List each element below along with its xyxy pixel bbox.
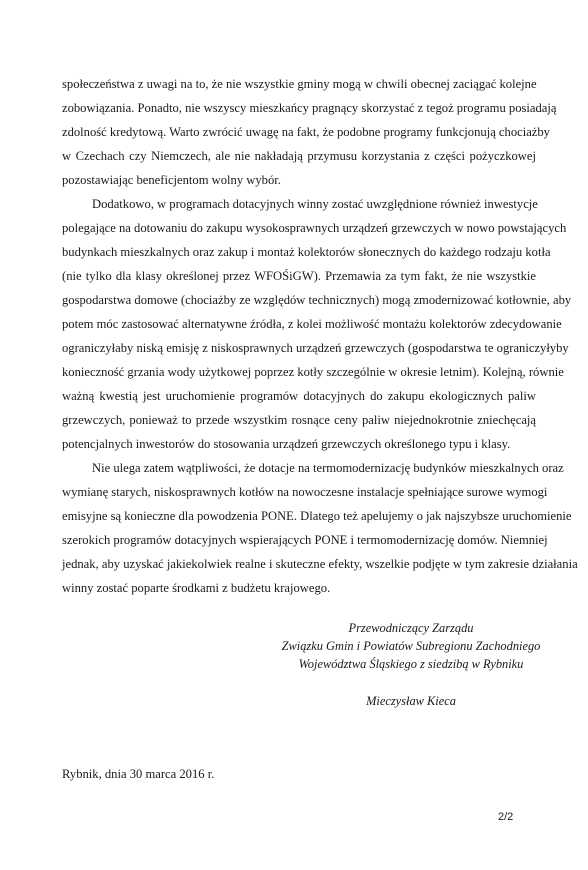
signature-title: Przewodniczący Zarządu <box>348 621 474 635</box>
body-line: potencjalnych inwestorów do stosowania urządzeń grzewczych określonego typu i klasy. <box>62 437 511 451</box>
body-line: w Czechach czy Niemczech, ale nie nakładają przymusu korzystania z części pożyczkowej <box>62 149 536 163</box>
signatory-name: Mieczysław Kieca <box>366 694 456 708</box>
body-line: potem móc zastosować alternatywne źródła, z kolei możliwość montażu kolektorów zdecydowanie <box>62 317 562 331</box>
body-line: gospodarstwa domowe (chociażby ze względów technicznych) mogą zmodernizować kotłownie, aby <box>62 293 572 307</box>
body-line: (nie tylko dla klasy określonej przez WFOŚiGW). Przemawia za tym fakt, że nie wszystkie <box>62 269 536 283</box>
body-line: pozostawiając beneficjentom wolny wybór. <box>62 173 281 187</box>
body-line: jednak, aby uzyskać jakiekolwiek realne i skuteczne efekty, wszelkie podjęte w tym zakresie działania <box>62 557 578 571</box>
body-line: Nie ulega zatem wątpliwości, że dotacje na termomodernizację budynków mieszkalnych oraz <box>92 461 564 475</box>
page-number: 2/2 <box>498 811 514 823</box>
body-line: grzewczych, ponieważ to przede wszystkim rosnące ceny paliw niejednokrotnie zniechęcają <box>62 413 536 427</box>
body-line: Dodatkowo, w programach dotacyjnych winny zostać uwzględnione również inwestycje <box>92 197 538 211</box>
signature-seat: Województwa Śląskiego z siedzibą w Rybniku <box>298 657 524 671</box>
place-date: Rybnik, dnia 30 marca 2016 r. <box>62 767 215 781</box>
body-line: winny zostać poparte środkami z budżetu krajowego. <box>62 581 331 595</box>
body-line: ważną kwestią jest uruchomienie programów dotacyjnych do zakupu ekologicznych paliw <box>62 389 536 403</box>
body-line: budynkach mieszkalnych oraz zakup i montaż kolektorów słonecznych do każdego rodzaju kotła <box>62 245 551 259</box>
body-line: ograniczyłaby niską emisję z niskosprawnych urządzeń grzewczych (gospodarstwa te ograniczyłyby <box>62 341 569 355</box>
body-line: zdolność kredytową. Warto zwrócić uwagę na fakt, że podobne programy funkcjonują chociażby <box>62 125 550 139</box>
body-line: polegające na dotowaniu do zakupu wysokosprawnych urządzeń grzewczych w nowo powstających <box>62 221 567 235</box>
body-line: społeczeństwa z uwagi na to, że nie wszystkie gminy mogą w chwili obecnej zaciągać kolejne <box>62 77 537 91</box>
body-line: konieczność grzania wody użytkowej poprzez kotły szczególnie w okresie letnim). Kolejną, równie <box>62 365 564 379</box>
signature-organization: Związku Gmin i Powiatów Subregionu Zachodniego <box>281 639 541 653</box>
body-line: wymianę starych, niskosprawnych kotłów na nowoczesne instalacje spełniające surowe wymogi <box>62 485 548 499</box>
body-line: emisyjne są konieczne dla powodzenia PONE. Dlatego też apelujemy o jak najszybsze uruchomienie <box>62 509 572 523</box>
body-line: zobowiązania. Ponadto, nie wszyscy mieszkańcy pragnący skorzystać z tegoż programu posiadają <box>62 101 557 115</box>
body-line: szerokich programów dotacyjnych wspierających PONE i termomodernizację domów. Niemniej <box>62 533 548 547</box>
